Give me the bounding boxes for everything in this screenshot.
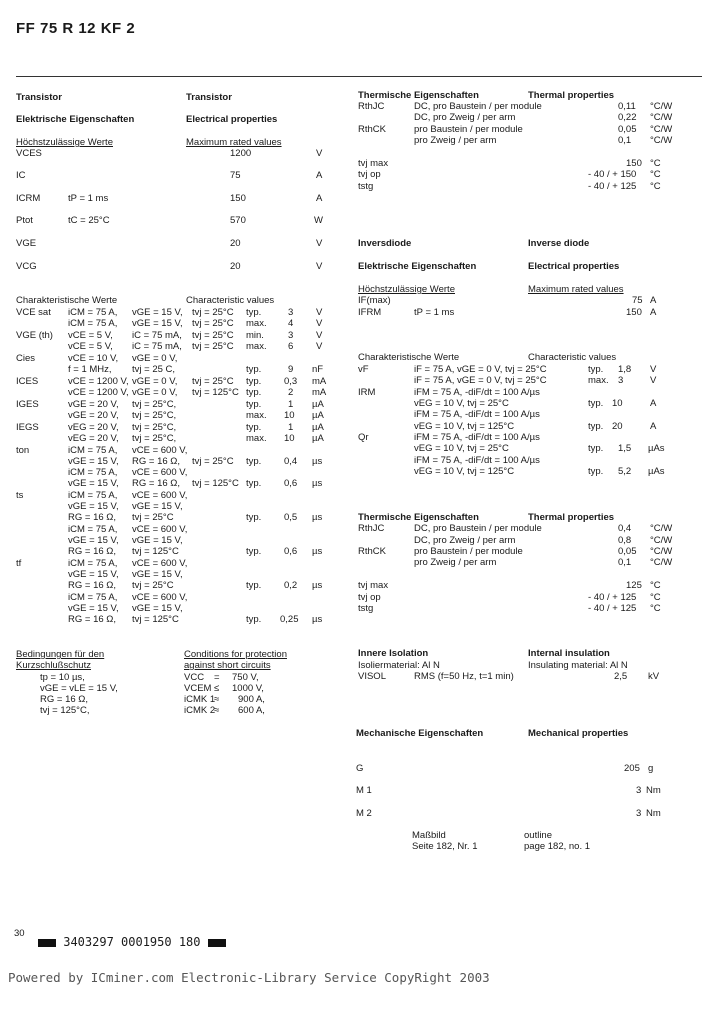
left-text: iCMK 2 [184, 705, 216, 716]
right-text: pro Zweig / per arm [414, 557, 497, 568]
right-text: Qr [358, 432, 369, 443]
left-text: tvj = 25°C, [132, 422, 177, 433]
left-text: typ. [246, 307, 262, 318]
right-text: 150 [626, 307, 642, 318]
right-text: 125 [626, 580, 642, 591]
left-text: typ. [246, 546, 262, 557]
right-text: 0,05 [618, 124, 637, 135]
left-text: tvj = 25°C [192, 456, 234, 467]
left-text: RG = 16 Ω, [68, 546, 117, 557]
right-text: 3 [618, 375, 624, 386]
left-text: 0,4 [284, 456, 298, 467]
left-text: A [316, 193, 323, 204]
right-text: 1,8 [618, 364, 632, 375]
right-text: tvj max [358, 158, 389, 169]
left-text: typ. [246, 399, 262, 410]
left-text: V [316, 148, 323, 159]
left-text: Höchstzulässige Werte [16, 137, 113, 148]
right-text: V [650, 364, 657, 375]
left-text: vCE = 1200 V, [68, 387, 129, 398]
left-text: 0,6 [284, 478, 298, 489]
left-text: 0,25 [280, 614, 299, 625]
right-text: kV [648, 671, 660, 682]
right-text: VISOL [358, 671, 386, 682]
left-text: 10 [284, 410, 295, 421]
right-text: °C [650, 603, 661, 614]
left-text: 900 A, [238, 694, 265, 705]
left-text: 0,6 [284, 546, 298, 557]
right-text: °C/W [650, 535, 673, 546]
left-text: vGE = 15 V, [68, 569, 119, 580]
left-text: VCG [16, 261, 37, 272]
left-text: vGE = 0 V, [132, 376, 178, 387]
right-text: tstg [358, 181, 374, 192]
right-text: 3 [636, 785, 642, 796]
left-text: 150 [230, 193, 246, 204]
right-text: Maßbild [412, 830, 446, 841]
right-text: 0,1 [618, 135, 632, 146]
right-text: °C/W [650, 124, 673, 135]
right-text: typ. [588, 364, 604, 375]
right-text: Seite 182, Nr. 1 [412, 841, 478, 852]
left-text: 0,2 [284, 580, 298, 591]
left-text: ICES [16, 376, 39, 387]
left-text: VCE sat [16, 307, 51, 318]
left-text: vGE = 15 V, [132, 501, 183, 512]
left-text: f = 1 MHz, [68, 364, 112, 375]
left-text: Ptot [16, 215, 33, 226]
right-text: Mechanical properties [528, 728, 629, 739]
left-text: 600 A, [238, 705, 265, 716]
left-text: µA [312, 399, 324, 410]
left-text: mA [312, 387, 327, 398]
left-text: 3 [288, 307, 294, 318]
right-text: °C/W [650, 546, 673, 557]
left-text: against short circuits [184, 660, 271, 671]
left-text: vCE = 600 V, [132, 558, 188, 569]
right-text: IF(max) [358, 295, 391, 306]
left-text: vGE = 15 V, [132, 569, 183, 580]
left-text: vCE = 600 V, [132, 467, 188, 478]
left-text: A [316, 170, 323, 181]
right-text: DC, pro Baustein / per module [414, 523, 542, 534]
left-text: tvj = 25°C [132, 512, 174, 523]
right-text: µAs [648, 466, 665, 477]
right-text: Thermische Eigenschaften [358, 90, 479, 101]
left-text: RG = 16 Ω, [132, 456, 181, 467]
right-text: °C [650, 169, 661, 180]
right-text: 0,4 [618, 523, 632, 534]
right-text: M 1 [356, 785, 372, 796]
right-text: 150 [626, 158, 642, 169]
left-text: iCM = 75 A, [68, 445, 118, 456]
left-text: IEGS [16, 422, 39, 433]
right-text: °C/W [650, 101, 673, 112]
left-text: RG = 16 Ω, [68, 580, 117, 591]
right-text: iF = 75 A, vGE = 0 V, tvj = 25°C [414, 375, 547, 386]
left-text: 570 [230, 215, 246, 226]
left-text: typ. [246, 614, 262, 625]
left-text: VCEM [184, 683, 212, 694]
left-text: µs [312, 456, 323, 467]
left-text: vCE = 10 V, [68, 353, 119, 364]
right-text: 5,2 [618, 466, 632, 477]
left-text: tC = 25°C [68, 215, 110, 226]
left-text: iCM = 75 A, [68, 592, 118, 603]
left-text: ≤ [214, 683, 220, 694]
right-text: DC, pro Baustein / per module [414, 101, 542, 112]
right-text: °C/W [650, 135, 673, 146]
right-text: 0,8 [618, 535, 632, 546]
right-text: iF = 75 A, vGE = 0 V, tvj = 25°C [414, 364, 547, 375]
left-text: max. [246, 433, 267, 444]
barcode-number: 3403297 0001950 180 [63, 935, 201, 949]
left-text: µs [312, 512, 323, 523]
left-text: vGE = 15 V, [132, 318, 183, 329]
left-text: vGE = 15 V, [68, 535, 119, 546]
right-text: Inversdiode [358, 238, 412, 249]
left-text: V [316, 318, 323, 329]
right-text: tP = 1 ms [414, 307, 455, 318]
left-text: 0,3 [284, 376, 298, 387]
left-text: vCE = 5 V, [68, 341, 113, 352]
right-text: typ. [588, 443, 604, 454]
left-text: 10 [284, 433, 295, 444]
left-text: RG = 16 Ω, [68, 512, 117, 523]
left-text: iCM = 75 A, [68, 307, 118, 318]
right-text: IFRM [358, 307, 382, 318]
left-text: vCE = 600 V, [132, 490, 188, 501]
left-text: iCM = 75 A, [68, 467, 118, 478]
right-text: outline [524, 830, 552, 841]
left-text: vCE = 600 V, [132, 524, 188, 535]
left-text: µs [312, 546, 323, 557]
left-text: vEG = 20 V, [68, 433, 119, 444]
right-text: 2,5 [614, 671, 628, 682]
left-text: vCE = 5 V, [68, 330, 113, 341]
left-text: tvj = 25 C, [132, 364, 176, 375]
left-text: tvj = 25°C, [132, 433, 177, 444]
right-text: typ. [588, 421, 604, 432]
right-text: Mechanische Eigenschaften [356, 728, 484, 739]
right-text: Nm [646, 808, 661, 819]
right-text: pro Baustein / per module [414, 124, 523, 135]
right-text: iFM = 75 A, -diF/dt = 100 A/µs [414, 432, 540, 443]
left-text: vGE = 15 V, [132, 535, 183, 546]
right-text: Electrical properties [528, 261, 620, 272]
right-text: A [650, 295, 657, 306]
left-text: Transistor [186, 92, 232, 103]
left-text: tvj = 125°C [192, 478, 239, 489]
right-text: Maximum rated values [528, 284, 624, 295]
right-text: pro Baustein / per module [414, 546, 523, 557]
left-text: ts [16, 490, 24, 501]
left-text: tvj = 25°C [132, 580, 174, 591]
left-text: tvj = 25°C, [132, 399, 177, 410]
right-text: Isoliermaterial: Al N [358, 660, 440, 671]
right-text: Thermische Eigenschaften [358, 512, 479, 523]
left-text: max. [246, 341, 267, 352]
left-text: 75 [230, 170, 241, 181]
right-text: iFM = 75 A, -diF/dt = 100 A/µs [414, 455, 540, 466]
right-text: Characteristic values [528, 352, 617, 363]
left-text: iCM = 75 A, [68, 524, 118, 535]
left-text: tvj = 25°C, [132, 410, 177, 421]
left-text: max. [246, 318, 267, 329]
left-text: iCMK 1 [184, 694, 216, 705]
left-text: tf [16, 558, 22, 569]
right-text: °C/W [650, 523, 673, 534]
right-text: M 2 [356, 808, 372, 819]
left-text: max. [246, 410, 267, 421]
right-text: - 40 / + 125 [588, 603, 637, 614]
right-text: RthCK [358, 546, 386, 557]
right-text: tstg [358, 603, 374, 614]
left-text: 6 [288, 341, 294, 352]
left-text: tvj = 25°C [192, 318, 234, 329]
left-text: vGE = vLE = 15 V, [40, 683, 118, 694]
right-text: typ. [588, 398, 604, 409]
left-text: Charakteristische Werte [16, 295, 118, 306]
right-text: iFM = 75 A, -diF/dt = 100 A/µs [414, 409, 540, 420]
right-text: Elektrische Eigenschaften [358, 261, 477, 272]
left-text: RG = 16 Ω, [40, 694, 89, 705]
left-text: typ. [246, 580, 262, 591]
right-text: 205 [624, 763, 640, 774]
right-text: vEG = 10 V, tvj = 125°C [414, 421, 515, 432]
right-text: tvj op [358, 592, 381, 603]
right-text: vEG = 10 V, tvj = 25°C [414, 443, 509, 454]
left-text: vGE = 15 V, [68, 501, 119, 512]
left-text: µA [312, 433, 324, 444]
left-text: µs [312, 580, 323, 591]
page-number: 30 [14, 928, 25, 939]
right-text: 3 [636, 808, 642, 819]
barcode-block-left [38, 939, 56, 947]
left-text: µA [312, 410, 324, 421]
left-text: µA [312, 422, 324, 433]
right-text: RthCK [358, 124, 386, 135]
right-text: Insulating material: Al N [528, 660, 628, 671]
left-text: Elektrische Eigenschaften [16, 114, 135, 125]
right-text: DC, pro Zweig / per arm [414, 112, 516, 123]
left-text: 4 [288, 318, 294, 329]
left-text: vEG = 20 V, [68, 422, 119, 433]
right-text: page 182, no. 1 [524, 841, 591, 852]
right-text: µAs [648, 443, 665, 454]
left-text: 1000 V, [232, 683, 264, 694]
left-text: vCE = 600 V, [132, 445, 188, 456]
left-text: vGE = 15 V, [68, 603, 119, 614]
left-text: RG = 16 Ω, [68, 614, 117, 625]
right-text: pro Zweig / per arm [414, 135, 497, 146]
left-text: 20 [230, 238, 241, 249]
left-text: mA [312, 376, 327, 387]
right-text: iFM = 75 A, -diF/dt = 100 A/µs [414, 387, 540, 398]
left-text: vGE = 15 V, [132, 307, 183, 318]
left-text: iC = 75 mA, [132, 330, 182, 341]
left-text: typ. [246, 478, 262, 489]
left-text: iCM = 75 A, [68, 490, 118, 501]
left-text: Bedingungen für den [16, 649, 105, 660]
left-text: W [314, 215, 323, 226]
left-text: 9 [288, 364, 294, 375]
right-text: 0,11 [618, 101, 636, 112]
right-text: °C [650, 181, 661, 192]
left-text: vCE = 600 V, [132, 592, 188, 603]
left-text: tvj = 125°C [132, 546, 179, 557]
left-text: V [316, 238, 323, 249]
right-text: RthJC [358, 101, 385, 112]
right-text: Höchstzulässige Werte [358, 284, 455, 295]
right-text: 0,1 [618, 557, 632, 568]
left-text: VGE (th) [16, 330, 53, 341]
left-text: V [316, 341, 323, 352]
left-text: V [316, 330, 323, 341]
left-text: 0,5 [284, 512, 298, 523]
left-text: vGE = 15 V, [132, 603, 183, 614]
right-text: A [650, 421, 657, 432]
right-text: - 40 / + 125 [588, 181, 637, 192]
left-text: tvj = 125°C, [40, 705, 90, 716]
right-text: °C [650, 158, 661, 169]
copyright-footer: Powered by ICminer.com Electronic-Library Service CopyRight 2003 [8, 970, 490, 985]
left-text: VCC [184, 672, 205, 683]
left-text: vGE = 20 V, [68, 410, 119, 421]
header-rule [16, 76, 702, 77]
left-text: Maximum rated values [186, 137, 282, 148]
left-text: tvj = 25°C [192, 341, 234, 352]
left-text: IC [16, 170, 26, 181]
right-text: - 40 / + 125 [588, 592, 637, 603]
left-text: VCES [16, 148, 42, 159]
right-text: Thermal properties [528, 90, 615, 101]
right-text: RMS (f=50 Hz, t=1 min) [414, 671, 514, 682]
left-text: IGES [16, 399, 39, 410]
right-text: max. [588, 375, 609, 386]
left-text: VGE [16, 238, 37, 249]
left-text: vGE = 15 V, [68, 478, 119, 489]
right-text: - 40 / + 150 [588, 169, 637, 180]
left-text: tvj = 25°C [192, 307, 234, 318]
left-text: Transistor [16, 92, 62, 103]
left-text: ton [16, 445, 30, 456]
left-text: vGE = 0 V, [132, 387, 178, 398]
left-text: iC = 75 mA, [132, 341, 182, 352]
left-text: = [214, 672, 220, 683]
barcode-block-right [208, 939, 226, 947]
right-text: °C [650, 580, 661, 591]
left-text: tp = 10 µs, [40, 672, 85, 683]
left-text: V [316, 261, 323, 272]
left-text: tvj = 25°C [192, 376, 234, 387]
right-text: 10 [612, 398, 623, 409]
right-text: vF [358, 364, 369, 375]
right-text: A [650, 398, 657, 409]
left-text: iCM = 75 A, [68, 318, 118, 329]
left-text: typ. [246, 387, 262, 398]
left-text: 1200 [230, 148, 252, 159]
left-text: µs [312, 478, 323, 489]
left-text: ICRM [16, 193, 41, 204]
left-text: tvj = 125°C [192, 387, 239, 398]
left-text: 20 [230, 261, 241, 272]
right-text: vEG = 10 V, tvj = 25°C [414, 398, 509, 409]
right-text: Inverse diode [528, 238, 590, 249]
left-text: 1 [288, 422, 294, 433]
right-text: °C/W [650, 557, 673, 568]
right-text: 20 [612, 421, 623, 432]
left-text: iCM = 75 A, [68, 558, 118, 569]
left-text: typ. [246, 456, 262, 467]
left-text: 2 [288, 387, 294, 398]
left-text: µs [312, 614, 323, 625]
right-text: typ. [588, 466, 604, 477]
right-text: DC, pro Zweig / per arm [414, 535, 516, 546]
left-text: Cies [16, 353, 36, 364]
left-text: tvj = 25°C [192, 330, 234, 341]
right-text: 1,5 [618, 443, 632, 454]
left-text: tP = 1 ms [68, 193, 109, 204]
left-text: ≈ [214, 694, 220, 705]
right-text: V [650, 375, 657, 386]
left-text: vGE = 0 V, [132, 353, 178, 364]
left-text: nF [312, 364, 324, 375]
left-text: vGE = 20 V, [68, 399, 119, 410]
right-text: tvj op [358, 169, 381, 180]
left-text: Characteristic values [186, 295, 275, 306]
right-text: Innere Isolation [358, 648, 429, 659]
left-text: Kurzschlußschutz [16, 660, 91, 671]
left-text: typ. [246, 422, 262, 433]
left-text: vGE = 15 V, [68, 456, 119, 467]
right-text: RthJC [358, 523, 385, 534]
left-text: typ. [246, 376, 262, 387]
left-text: 3 [288, 330, 294, 341]
left-text: Conditions for protection [184, 649, 287, 660]
right-text: Charakteristische Werte [358, 352, 460, 363]
right-text: 0,22 [618, 112, 637, 123]
left-text: min. [246, 330, 264, 341]
right-text: G [356, 763, 364, 774]
right-text: tvj max [358, 580, 389, 591]
right-text: Internal insulation [528, 648, 610, 659]
right-text: Thermal properties [528, 512, 615, 523]
right-text: Nm [646, 785, 661, 796]
right-text: vEG = 10 V, tvj = 125°C [414, 466, 515, 477]
page-title: FF 75 R 12 KF 2 [16, 20, 136, 37]
left-text: typ. [246, 512, 262, 523]
left-text: RG = 16 Ω, [132, 478, 181, 489]
right-text: IRM [358, 387, 376, 398]
right-text: 75 [632, 295, 643, 306]
right-text: g [648, 763, 654, 774]
left-text: V [316, 307, 323, 318]
right-text: °C [650, 592, 661, 603]
right-text: A [650, 307, 657, 318]
left-text: typ. [246, 364, 262, 375]
left-text: Electrical properties [186, 114, 278, 125]
right-text: 0,05 [618, 546, 637, 557]
barcode-strip [38, 935, 226, 949]
left-text: 1 [288, 399, 294, 410]
left-text: vCE = 1200 V, [68, 376, 129, 387]
left-text: tvj = 125°C [132, 614, 179, 625]
right-text: °C/W [650, 112, 673, 123]
left-text: ≈ [214, 705, 220, 716]
left-text: 750 V, [232, 672, 259, 683]
